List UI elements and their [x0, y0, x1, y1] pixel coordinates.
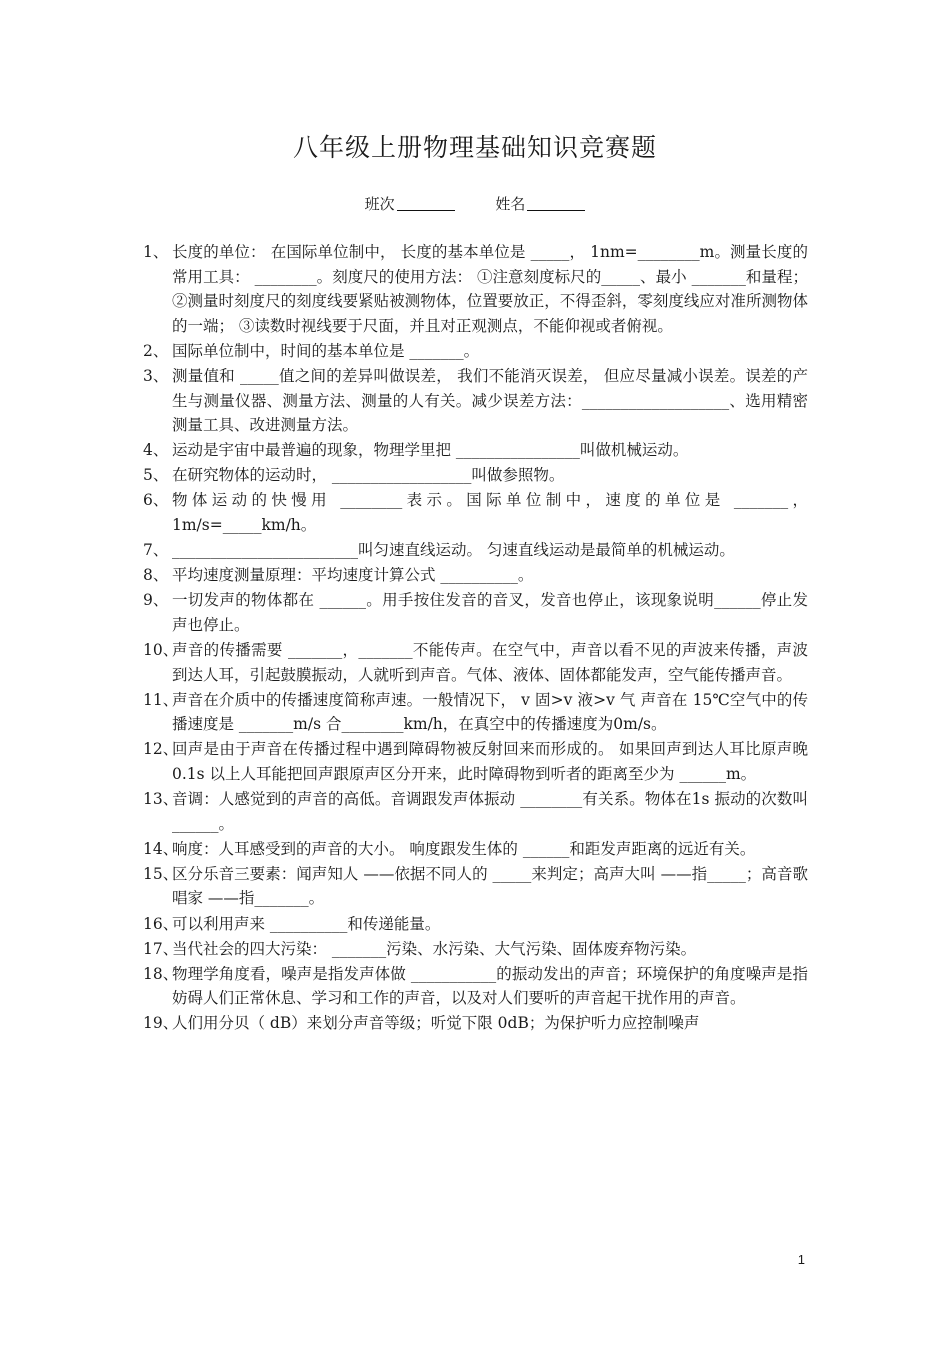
page-number: 1 — [797, 1252, 805, 1267]
question-text: 回声是由于声音在传播过程中遇到障碍物被反射回来而形成的。 如果回声到达人耳比原声晚 0.1s 以上人耳能把回声跟原声区分开来，此时障碍物到听者的距离至少为 ______m。 — [172, 740, 808, 783]
question-item — [143, 488, 808, 537]
question-number: 17、 — [143, 939, 179, 958]
question-item — [143, 240, 808, 338]
question-item — [143, 962, 808, 1011]
question-item — [143, 787, 808, 836]
question-text: 响度：人耳感受到的声音的大小。 响度跟发生体的 ______和距发声距离的远近有关。 — [172, 839, 756, 858]
question-text: 物体运动的快慢用 ________表示。国际单位制中，速度的单位是 _______，1m/s=_____km/h。 — [172, 491, 808, 535]
question-item — [143, 737, 808, 786]
question-text: 平均速度测量原理：平均速度计算公式 __________。 — [172, 566, 534, 585]
question-item — [143, 364, 808, 438]
question-item — [143, 912, 808, 937]
question-text: 在研究物体的运动时， __________________叫做参照物。 — [172, 466, 565, 485]
question-number: 2、 — [143, 341, 169, 360]
question-item — [143, 837, 808, 862]
question-item — [143, 538, 808, 563]
question-number: 11、 — [143, 690, 179, 709]
question-number: 14、 — [143, 839, 179, 858]
document-title: 八年级上册物理基础知识竞赛题 — [292, 133, 657, 162]
question-text: 长度的单位： 在国际单位制中， 长度的基本单位是 _____， 1nm=________m。测量长度的常用工具： ________。刻度尺的使用方法： ①注意刻度标尺的_____、最小 _______和量程； ②测量时刻度尺的刻度线要紧贴被测物体，位置要放正，不得歪斜，零刻度线应对准所测物体的一端； ③读数时视线要于尺面，并且对正观测点，不能仰视或者俯视。 — [172, 243, 808, 335]
question-text: 区分乐音三要素：闻声知人 ——依据不同人的 _____来判定；高声大叫 ——指_____；高音歌唱家 ——指_______。 — [172, 864, 808, 908]
question-item — [143, 438, 808, 463]
question-item — [143, 688, 808, 737]
question-list — [143, 240, 808, 1036]
question-number: 7、 — [143, 541, 169, 560]
name-blank[interactable] — [527, 196, 585, 211]
question-number: 12、 — [143, 740, 179, 759]
question-item — [143, 563, 808, 588]
question-number: 19、 — [143, 1014, 179, 1033]
question-number: 16、 — [143, 914, 179, 933]
name-label: 姓名 — [495, 195, 526, 213]
question-item — [143, 862, 808, 911]
question-text: 测量值和 _____值之间的差异叫做误差， 我们不能消灭误差， 但应尽量减小误差。误差的产生与测量仪器、测量方法、测量的人有关。减少误差方法：___________________、选用精密测量工具、改进测量方法。 — [172, 366, 808, 435]
class-label: 班次 — [364, 195, 395, 213]
question-text: 音调：人感觉到的声音的高低。音调跟发声体振动 ________有关系。物体在1s 振动的次数叫 ______。 — [172, 790, 808, 833]
question-number: 8、 — [143, 566, 169, 585]
question-number: 15、 — [143, 864, 179, 883]
question-text: 物理学角度看，噪声是指发声体做 ___________的振动发出的声音；环境保护的角度噪声是指妨碍人们正常休息、学习和工作的声音，以及对人们要听的声音起干扰作用的声音。 — [172, 964, 808, 1008]
question-number: 3、 — [143, 366, 169, 385]
question-number: 9、 — [143, 591, 169, 610]
question-number: 13、 — [143, 790, 179, 809]
question-number: 5、 — [143, 466, 169, 485]
question-item — [143, 339, 808, 364]
student-info — [0, 193, 950, 214]
question-text: 声音在介质中的传播速度简称声速。一般情况下， v 固>v 液>v 气 声音在 15℃空气中的传播速度是 _______m/s 合________km/h，在真空中的传播速度为0m/s。 — [172, 690, 808, 734]
question-text: ________________________叫匀速直线运动。 匀速直线运动是最简单的机械运动。 — [172, 541, 735, 560]
question-number: 6、 — [143, 491, 169, 510]
question-item — [143, 1011, 808, 1036]
question-text: 可以利用声来 __________和传递能量。 — [172, 914, 441, 933]
question-number: 1、 — [143, 243, 169, 261]
question-item — [143, 588, 808, 637]
question-text: 声音的传播需要 _______，_______不能传声。在空气中，声音以看不见的声波来传播，声波到达人耳，引起鼓膜振动，人就听到声音。气体、液体、固体都能发声，空气能传播声音。 — [172, 641, 808, 684]
question-text: 人们用分贝（ dB）来划分声音等级；听觉下限 0dB；为保护听力应控制噪声 — [172, 1014, 700, 1033]
question-item — [143, 638, 808, 687]
class-blank[interactable] — [397, 196, 455, 211]
question-item — [143, 937, 808, 962]
question-number: 18、 — [143, 964, 179, 983]
question-item — [143, 463, 808, 488]
question-number: 10、 — [143, 641, 179, 659]
question-text: 当代社会的四大污染： _______污染、水污染、大气污染、固体废弃物污染。 — [172, 939, 697, 958]
question-number: 4、 — [143, 441, 169, 460]
question-text: 国际单位制中，时间的基本单位是 _______。 — [172, 341, 480, 360]
question-text: 一切发声的物体都在 ______。用手按住发音的音叉，发音也停止，该现象说明______停止发声也停止。 — [172, 591, 808, 634]
question-text: 运动是宇宙中最普遍的现象，物理学里把 ________________叫做机械运动。 — [172, 441, 689, 460]
